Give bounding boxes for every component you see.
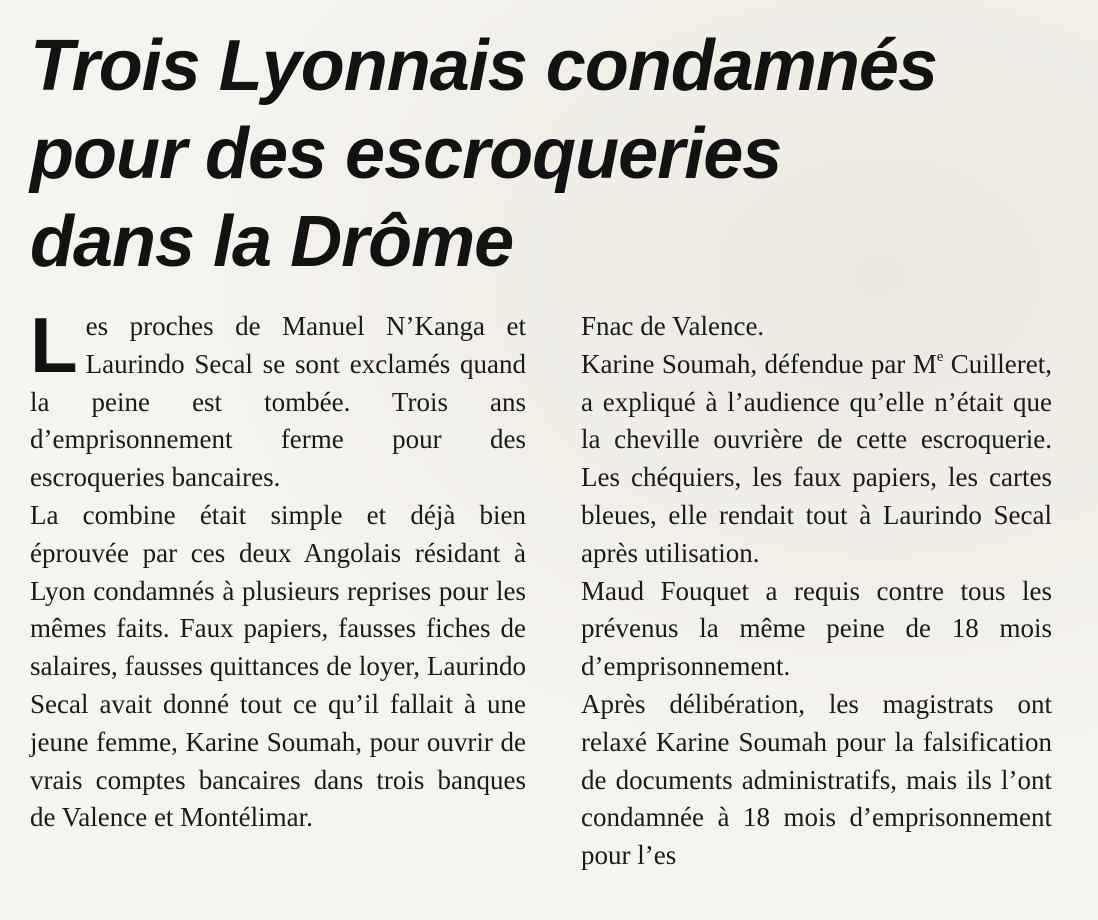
headline-line-3: dans la Drôme xyxy=(30,202,514,282)
right-paragraph-1 xyxy=(581,346,1052,573)
maitre-superscript: e xyxy=(936,348,944,365)
drop-cap: L xyxy=(30,301,78,389)
right-paragraph-3: Après délibération, les magistrats ont relaxé Karine Soumah pour la falsification de documents administratifs, mais ils l’ont condamnée à 18 mois d’emprisonnement pour l’es xyxy=(581,688,1052,871)
headline-line-1: Trois Lyonnais condamnés xyxy=(30,26,937,106)
article-headline xyxy=(30,22,1030,286)
right-paragraph-0: Fnac de Valence. xyxy=(581,311,765,341)
right-paragraph-1-start: Karine Soumah, défendue par M xyxy=(581,348,937,379)
right-paragraph-1-rest: Cuilleret, a expliqué à l’audience qu’elle n’était que la cheville ouvrière de cette escroquerie. Les chéquiers, les faux papiers, les cartes bleues, elle rendait tout à Laurindo Secal après utilisation. xyxy=(581,348,1052,568)
right-column xyxy=(581,308,1052,875)
right-paragraph-2: Maud Fouquet a requis contre tous les prévenus la même peine de 18 mois d’emprisonnement. xyxy=(581,575,1052,682)
left-paragraph-1-text: es proches de Manuel N’Kanga et Laurindo Secal se sont exclamés quand la peine est tombée. Trois ans d’emprisonnement ferme pour des escroqueries bancaires. xyxy=(30,311,526,493)
headline-line-2: pour des escroqueries xyxy=(30,114,782,194)
left-column xyxy=(30,301,526,837)
left-paragraph-1 xyxy=(30,301,526,497)
left-paragraph-2: La combine était simple et déjà bien éprouvée par ces deux Angolais résidant à Lyon condamnés à plusieurs reprises pour les mêmes faits. Faux papiers, fausses fiches de salaires, fausses quittances de loyer, Laurindo Secal avait donné tout ce qu’il fallait à une jeune femme, Karine Soumah, pour ouvrir de vrais comptes bancaires dans trois banques de Valence et Montélimar. xyxy=(30,499,526,833)
